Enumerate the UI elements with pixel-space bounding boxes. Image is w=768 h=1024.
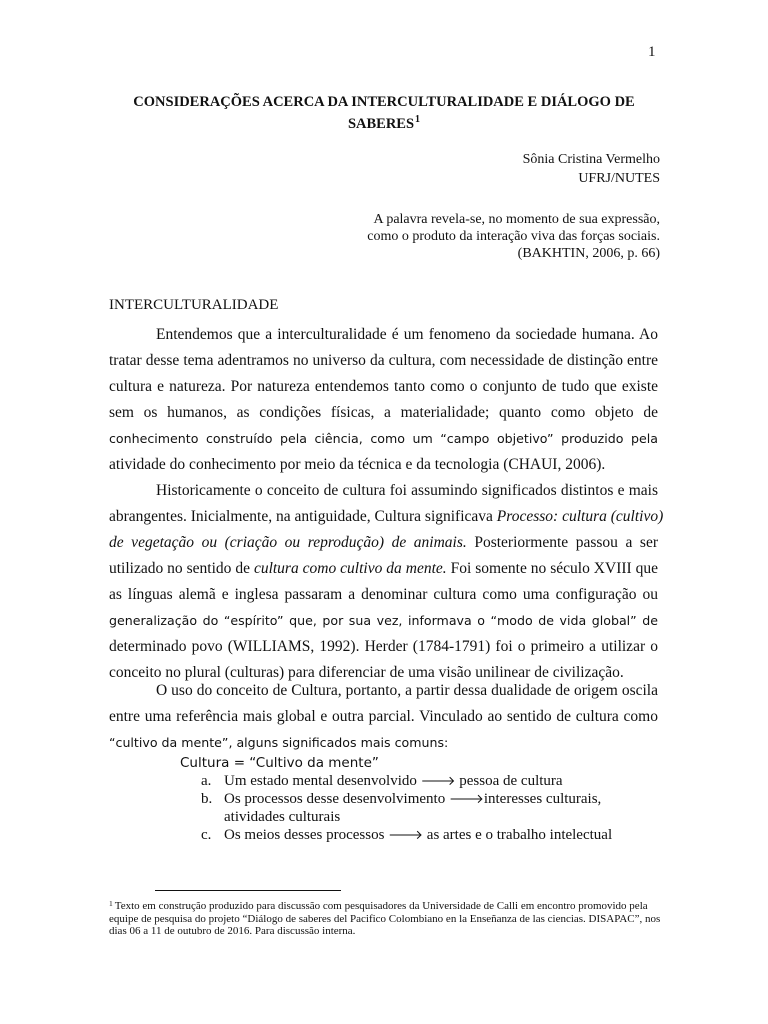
paragraph-line: Historicamente o conceito de cultura foi assumindo significados distintos e mais bbox=[156, 482, 658, 499]
paragraph-line: tratar desse tema adentramos no universo da cultura, com necessidade de distinção entre bbox=[109, 352, 658, 369]
paragraph-line bbox=[109, 533, 658, 553]
text-run: pessoa de cultura bbox=[455, 773, 563, 789]
paragraph-line: conceito no plural (culturas) para diferenciar de uma visão unilinear de civilização. bbox=[109, 664, 624, 681]
text-run: Os processos desse desenvolvimento bbox=[224, 791, 449, 807]
footnote-number: 1 bbox=[109, 899, 113, 908]
list-item-continuation: atividades culturais bbox=[224, 809, 341, 825]
footnote-separator bbox=[155, 890, 341, 891]
right-arrow-icon: 🡒 bbox=[388, 828, 424, 843]
paragraph-line: generalização do “espírito” que, por sua vez, informava o “modo de vida global” de bbox=[109, 613, 658, 628]
right-arrow-icon: 🡒 bbox=[420, 774, 456, 789]
page-number: 1 bbox=[648, 44, 656, 60]
paragraph-line: cultura e natureza. Por natureza entendemos tanto como o conjunto de tudo que existe bbox=[109, 378, 658, 395]
author-name: Sônia Cristina Vermelho bbox=[522, 152, 660, 167]
text-run: Os meios desses processos bbox=[224, 827, 389, 843]
list-item-text bbox=[224, 773, 563, 790]
epigraph-line-2: como o produto da interação viva das forças sociais. bbox=[367, 229, 660, 244]
text-run: abrangentes. Inicialmente, na antiguidade, Cultura significava bbox=[109, 508, 497, 525]
footnote bbox=[109, 898, 669, 938]
paragraph-line: as línguas alemã e inglesa passaram a denominar cultura como uma configuração ou bbox=[109, 586, 658, 603]
list-item-text bbox=[224, 827, 612, 844]
title-line-1: CONSIDERAÇÕES ACERCA DA INTERCULTURALIDADE E DIÁLOGO DE bbox=[133, 94, 635, 110]
footnote-text: Texto em construção produzido para discussão com pesquisadores da Universidade de Calli em encontro promovido pela equipe de pesquisa do projeto “Diálogo de saberes del Pacifico Colombiano en la Enseñanza de las ciencias. DISAPAC”, nos dias 06 a 11 de outubro de 2016. Para discussão interna. bbox=[109, 900, 661, 937]
epigraph-line-1: A palavra revela-se, no momento de sua expressão, bbox=[373, 212, 660, 227]
list-marker: c. bbox=[201, 827, 212, 843]
text-run: Um estado mental desenvolvido bbox=[224, 773, 421, 789]
text-run: utilizado no sentido de bbox=[109, 560, 254, 577]
italic-run: de vegetação ou (criação ou reprodução) de animais. bbox=[109, 534, 467, 551]
paragraph-line: O uso do conceito de Cultura, portanto, a partir dessa dualidade de origem oscila bbox=[156, 682, 658, 699]
italic-run: cultura como cultivo da mente. bbox=[253, 560, 447, 577]
author-institution: UFRJ/NUTES bbox=[578, 171, 660, 186]
paragraph-line bbox=[109, 507, 664, 527]
title-footnote-ref[interactable]: 1 bbox=[415, 114, 421, 125]
italic-run: Processo: cultura (cultivo) bbox=[496, 508, 664, 525]
paragraph-line: conhecimento construído pela ciência, como um “campo objetivo” produzido pela bbox=[109, 431, 658, 446]
title-line-2 bbox=[100, 111, 668, 133]
list-item-text bbox=[224, 791, 601, 808]
list-heading: Cultura = “Cultivo da mente” bbox=[180, 755, 379, 771]
text-run: Posteriormente passou a ser bbox=[466, 534, 658, 551]
epigraph bbox=[367, 211, 660, 262]
paragraph-line: sem os humanos, as condições físicas, a materialidade; quanto como objeto de bbox=[109, 404, 658, 421]
paragraph-line: atividade do conhecimento por meio da técnica e da tecnologia (CHAUI, 2006). bbox=[109, 456, 606, 473]
text-run: interesses culturais, bbox=[483, 791, 602, 807]
paragraph-line bbox=[109, 559, 658, 579]
right-arrow-icon: 🡒 bbox=[448, 792, 484, 807]
paragraph-line: entre uma referência mais global e outra parcial. Vinculado ao sentido de cultura como bbox=[109, 708, 658, 725]
document-title bbox=[100, 94, 668, 133]
list-marker: b. bbox=[201, 791, 213, 807]
paragraph-line: “cultivo da mente”, alguns significados mais comuns: bbox=[109, 735, 449, 750]
section-heading: INTERCULTURALIDADE bbox=[109, 297, 279, 313]
list-marker: a. bbox=[201, 773, 212, 789]
title-line-2-text: SABERES bbox=[347, 116, 415, 132]
text-run: Foi somente no século XVIII que bbox=[446, 560, 658, 577]
paragraph-line: determinado povo (WILLIAMS, 1992). Herder (1784-1791) foi o primeiro a utilizar o bbox=[109, 638, 658, 655]
paragraph-line: Entendemos que a interculturalidade é um fenomeno da sociedade humana. Ao bbox=[156, 326, 658, 343]
epigraph-citation: (BAKHTIN, 2006, p. 66) bbox=[517, 246, 660, 261]
text-run: as artes e o trabalho intelectual bbox=[423, 827, 613, 843]
